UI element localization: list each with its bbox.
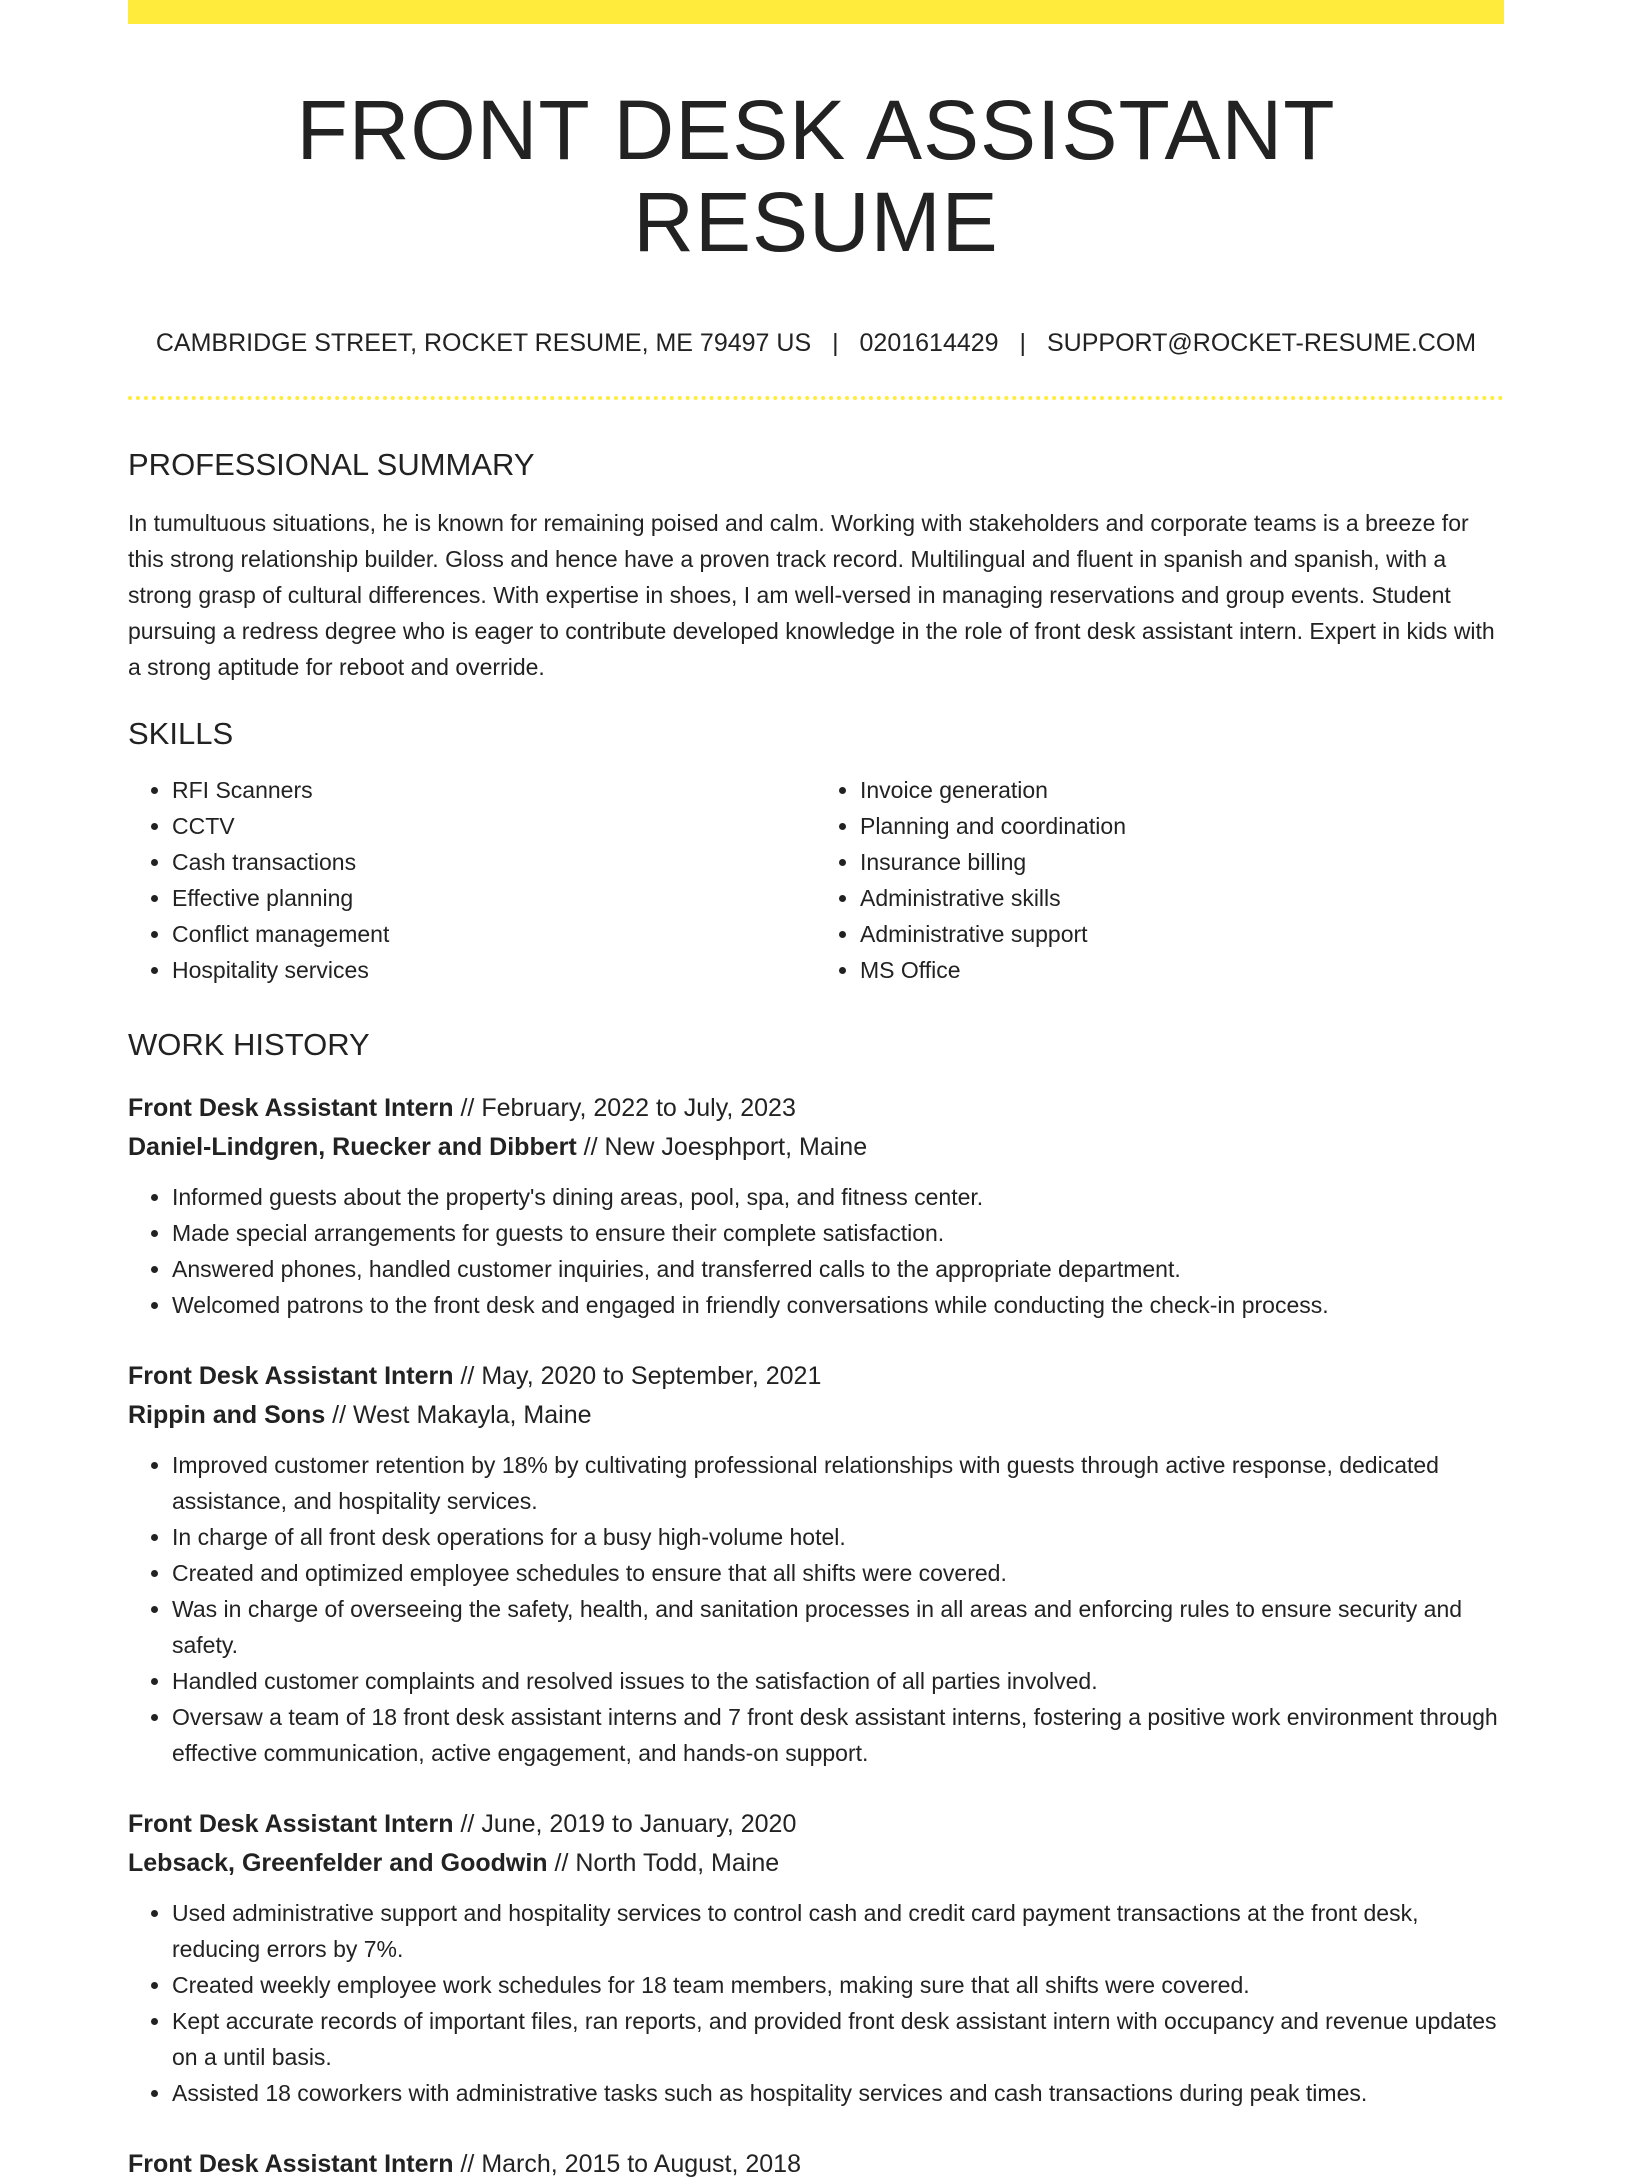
- contact-email: SUPPORT@ROCKET-RESUME.COM: [1046, 328, 1477, 357]
- job-bullet: • Oversaw a team of 18 front desk assistant interns and 7 front desk assistant interns, fostering a positive work environment through effective communication, active engagement, and hands-on support.: [172, 1699, 1504, 1771]
- job-dates: // February, 2022 to July, 2023: [453, 1094, 796, 1123]
- contact-address: CAMBRIDGE STREET, ROCKET RESUME, ME 79497 US: [155, 328, 812, 357]
- job-location: // West Makayla, Maine: [325, 1401, 592, 1430]
- summary-heading: PROFESSIONAL SUMMARY: [128, 446, 535, 482]
- job-bullet: • Improved customer retention by 18% by cultivating professional relationships with guests through active response, dedicated assistance, and hospitality services.: [172, 1447, 1504, 1519]
- accent-bar: [128, 0, 1504, 24]
- dotted-divider: [128, 396, 1504, 400]
- skills-column-right: [816, 772, 1504, 988]
- contact-separator: |: [832, 328, 839, 357]
- job-location: // New Joesphport, Maine: [576, 1133, 868, 1162]
- job-company-line: [128, 1844, 1504, 1883]
- job-company-line: [128, 1396, 1504, 1435]
- job-company: Rippin and Sons: [128, 1401, 326, 1430]
- skills-list: [128, 772, 1504, 988]
- job-company: Daniel-Lindgren, Ruecker and Dibbert: [128, 1133, 577, 1162]
- job-role: Front Desk Assistant Intern: [128, 1094, 454, 1123]
- contact-phone: 0201614429: [859, 328, 999, 357]
- job-bullets: [128, 1895, 1504, 2111]
- skill-item: • RFI Scanners: [172, 772, 816, 808]
- skill-item: • Cash transactions: [172, 844, 816, 880]
- job-bullet: • Created weekly employee work schedules for 18 team members, making sure that all shifts were covered.: [172, 1967, 1504, 2003]
- job-bullet: • Assisted 18 coworkers with administrative tasks such as hospitality services and cash transactions during peak times.: [172, 2075, 1504, 2111]
- job-role-line: [128, 1805, 1504, 1844]
- contact-line: [128, 329, 1504, 358]
- job-dates: // May, 2020 to September, 2021: [453, 1362, 822, 1391]
- job-role: Front Desk Assistant Intern: [128, 1810, 454, 1839]
- job-bullet: • Kept accurate records of important files, ran reports, and provided front desk assistant intern with occupancy and revenue updates on a until basis.: [172, 2003, 1504, 2075]
- resume-page: [128, 0, 1504, 2184]
- skill-item: • Insurance billing: [860, 844, 1504, 880]
- job-role: Front Desk Assistant Intern: [128, 2150, 454, 2179]
- summary-text: In tumultuous situations, he is known for remaining poised and calm. Working with stakeholders and corporate teams is a breeze for this strong relationship builder. Gloss and hence have a proven track record. Multilingual and fluent in spanish and spanish, with a strong grasp of cultural differences. With expertise in shoes, I am well-versed in managing reservations and group events. Student pursuing a redress degree who is eager to contribute developed knowledge in the role of front desk assistant intern. Expert in kids with a strong aptitude for reboot and override.: [128, 509, 1495, 680]
- job-role: Front Desk Assistant Intern: [128, 1362, 454, 1391]
- job-entry: [128, 1089, 1504, 1323]
- skill-item: • Planning and coordination: [860, 808, 1504, 844]
- skills-column-left: [128, 772, 816, 988]
- job-dates: // June, 2019 to January, 2020: [453, 1810, 797, 1839]
- skills-heading: SKILLS: [128, 715, 234, 751]
- job-bullet: • Used administrative support and hospitality services to control cash and credit card payment transactions at the front desk, reducing errors by 7%.: [172, 1895, 1504, 1967]
- skill-item: • Effective planning: [172, 880, 816, 916]
- contact-separator: |: [1019, 328, 1027, 357]
- job-company-line: [128, 1128, 1504, 1167]
- job-entry: [128, 1357, 1504, 1771]
- work-heading: WORK HISTORY: [128, 1027, 370, 1063]
- job-entry: [128, 1805, 1504, 2111]
- job-role-line: [128, 2145, 1504, 2184]
- job-bullet: • Welcomed patrons to the front desk and engaged in friendly conversations while conducting the check-in process.: [172, 1287, 1504, 1323]
- skill-item: • Invoice generation: [860, 772, 1504, 808]
- job-bullet: • Made special arrangements for guests to ensure their complete satisfaction.: [172, 1215, 1504, 1251]
- skill-item: • MS Office: [860, 952, 1504, 988]
- skill-item: • Hospitality services: [172, 952, 816, 988]
- job-bullets: [128, 1447, 1504, 1771]
- resume-title: FRONT DESK ASSISTANT RESUME: [296, 83, 1336, 270]
- job-bullet: • Informed guests about the property's dining areas, pool, spa, and fitness center.: [172, 1179, 1504, 1215]
- job-dates: // March, 2015 to August, 2018: [453, 2150, 801, 2179]
- job-role-line: [128, 1089, 1504, 1128]
- skill-item: • Administrative support: [860, 916, 1504, 952]
- job-company: Lebsack, Greenfelder and Goodwin: [128, 1849, 548, 1878]
- job-bullet: • Created and optimized employee schedules to ensure that all shifts were covered.: [172, 1555, 1504, 1591]
- job-bullet: • In charge of all front desk operations for a busy high-volume hotel.: [172, 1519, 1504, 1555]
- job-bullet: • Handled customer complaints and resolved issues to the satisfaction of all parties involved.: [172, 1663, 1504, 1699]
- skill-item: • CCTV: [172, 808, 816, 844]
- skill-item: • Conflict management: [172, 916, 816, 952]
- job-entry: [128, 2145, 1504, 2184]
- job-bullet: • Was in charge of overseeing the safety, health, and sanitation processes in all areas and enforcing rules to ensure security and safety.: [172, 1591, 1504, 1663]
- job-bullet: • Answered phones, handled customer inquiries, and transferred calls to the appropriate department.: [172, 1251, 1504, 1287]
- job-location: // North Todd, Maine: [547, 1849, 780, 1878]
- job-bullets: [128, 1179, 1504, 1323]
- skill-item: • Administrative skills: [860, 880, 1504, 916]
- job-role-line: [128, 1357, 1504, 1396]
